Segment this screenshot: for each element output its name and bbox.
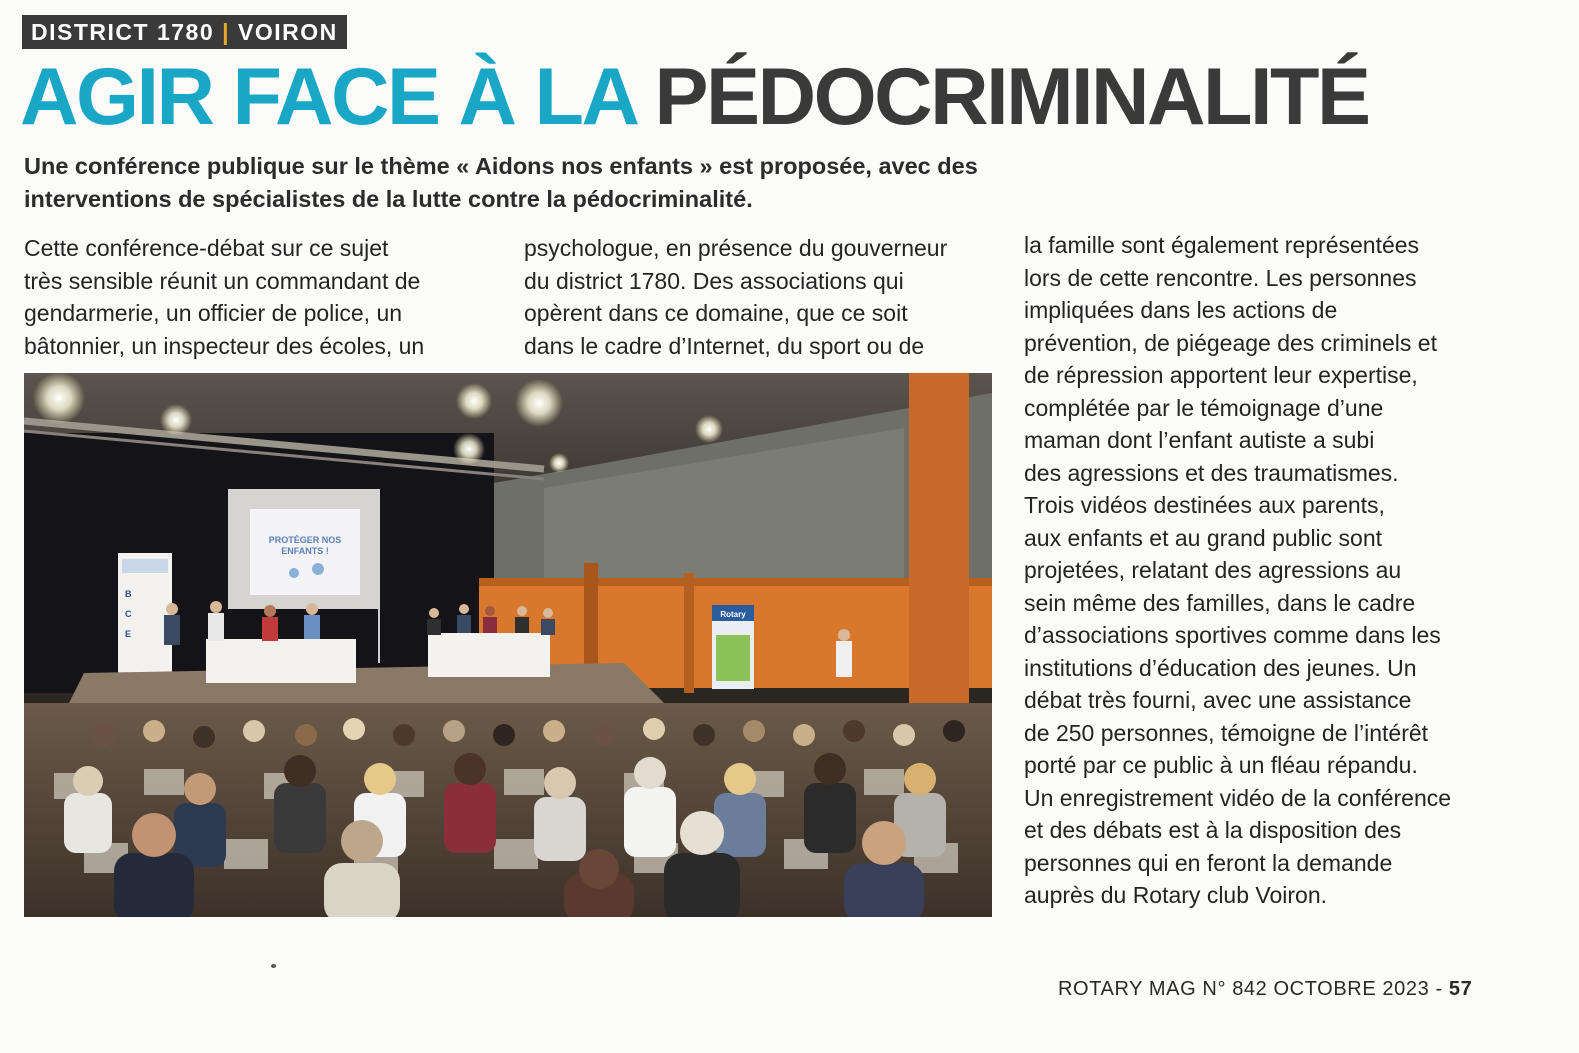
body-line: auprès du Rotary club Voiron. [1024,882,1328,908]
conference-photo [24,373,992,917]
body-line: personnes qui en feront la demande [1024,849,1393,876]
body-line: la famille sont également représentées [1024,232,1420,258]
body-line: opèrent dans ce domaine, que ce soit [524,300,908,326]
body-line: Trois vidéos destinées aux parents, [1024,492,1385,518]
body-line: d’associations sportives comme dans les [1024,622,1441,648]
body-line: bâtonnier, un inspecteur des écoles, un [24,332,425,359]
body-line: débat très fourni, avec une assistance [1024,687,1412,713]
body-column-3 [1024,229,1451,912]
body-line: sein même des familles, dans le cadre [1024,589,1416,616]
body-column-1 [24,232,424,362]
print-speck [271,964,276,968]
body-line: aux enfants et au grand public sont [1024,524,1383,551]
body-line: des agressions et des traumatismes. [1024,459,1399,486]
body-line: du district 1780. Des associations qui [524,267,904,294]
banner-letter-c: C [125,609,132,619]
body-line: complétée par le témoignage d’une [1024,394,1384,421]
article-standfirst: Une conférence publique sur le thème « Aidons nos enfants » est proposée, avec des interventions de spécialistes de la lutte contre la pédocriminalité. [24,153,978,212]
page-footer [1058,978,1472,1001]
body-line: prévention, de piégeage des criminels et [1024,329,1437,356]
body-line: Cette conférence-débat sur ce sujet [24,235,389,261]
body-column-2 [524,232,947,362]
body-line: dans le cadre d’Internet, du sport ou de [524,332,925,359]
body-line: gendarmerie, un officier de police, un [24,300,403,326]
article-headline [20,52,1369,142]
body-line: et des débats est à la disposition des [1024,817,1402,843]
body-line: impliquées dans les actions de [1024,297,1338,323]
kicker-district: DISTRICT 1780 [31,18,215,45]
body-line: porté par ce public à un fléau répandu. [1024,752,1418,778]
screen-text-line-1: PROTÉGER NOS [268,535,342,545]
banner-letter-b: B [125,589,132,599]
body-line: institutions d’éducation des jeunes. Un [1024,654,1417,681]
headline-part-dark: PÉDOCRIMINALITÉ [654,52,1369,142]
footer-publication: ROTARY MAG N° 842 OCTOBRE 2023 - [1058,978,1449,1000]
section-kicker [22,15,347,49]
banner-letter-e: E [125,629,132,639]
body-line: maman dont l’enfant autiste a subi [1024,427,1375,453]
kicker-city: VOIRON [238,18,338,45]
body-line: très sensible réunit un commandant de [24,267,421,294]
body-line: Un enregistrement vidéo de la conférence [1024,784,1452,811]
body-line: de répression apportent leur expertise, [1024,362,1418,388]
body-line: psychologue, en présence du gouverneur [524,235,948,261]
body-line: de 250 personnes, témoigne de l’intérêt [1024,719,1429,746]
page-number: 57 [1448,978,1473,1000]
screen-text-line-2: ENFANTS ! [281,546,329,556]
body-line: projetées, relatant des agressions au [1024,557,1402,583]
kicker-separator: | [222,18,231,45]
body-line: lors de cette rencontre. Les personnes [1024,264,1417,291]
banner-right-label: Rotary [720,610,746,619]
headline-part-blue: AGIR FACE À LA [20,52,635,142]
